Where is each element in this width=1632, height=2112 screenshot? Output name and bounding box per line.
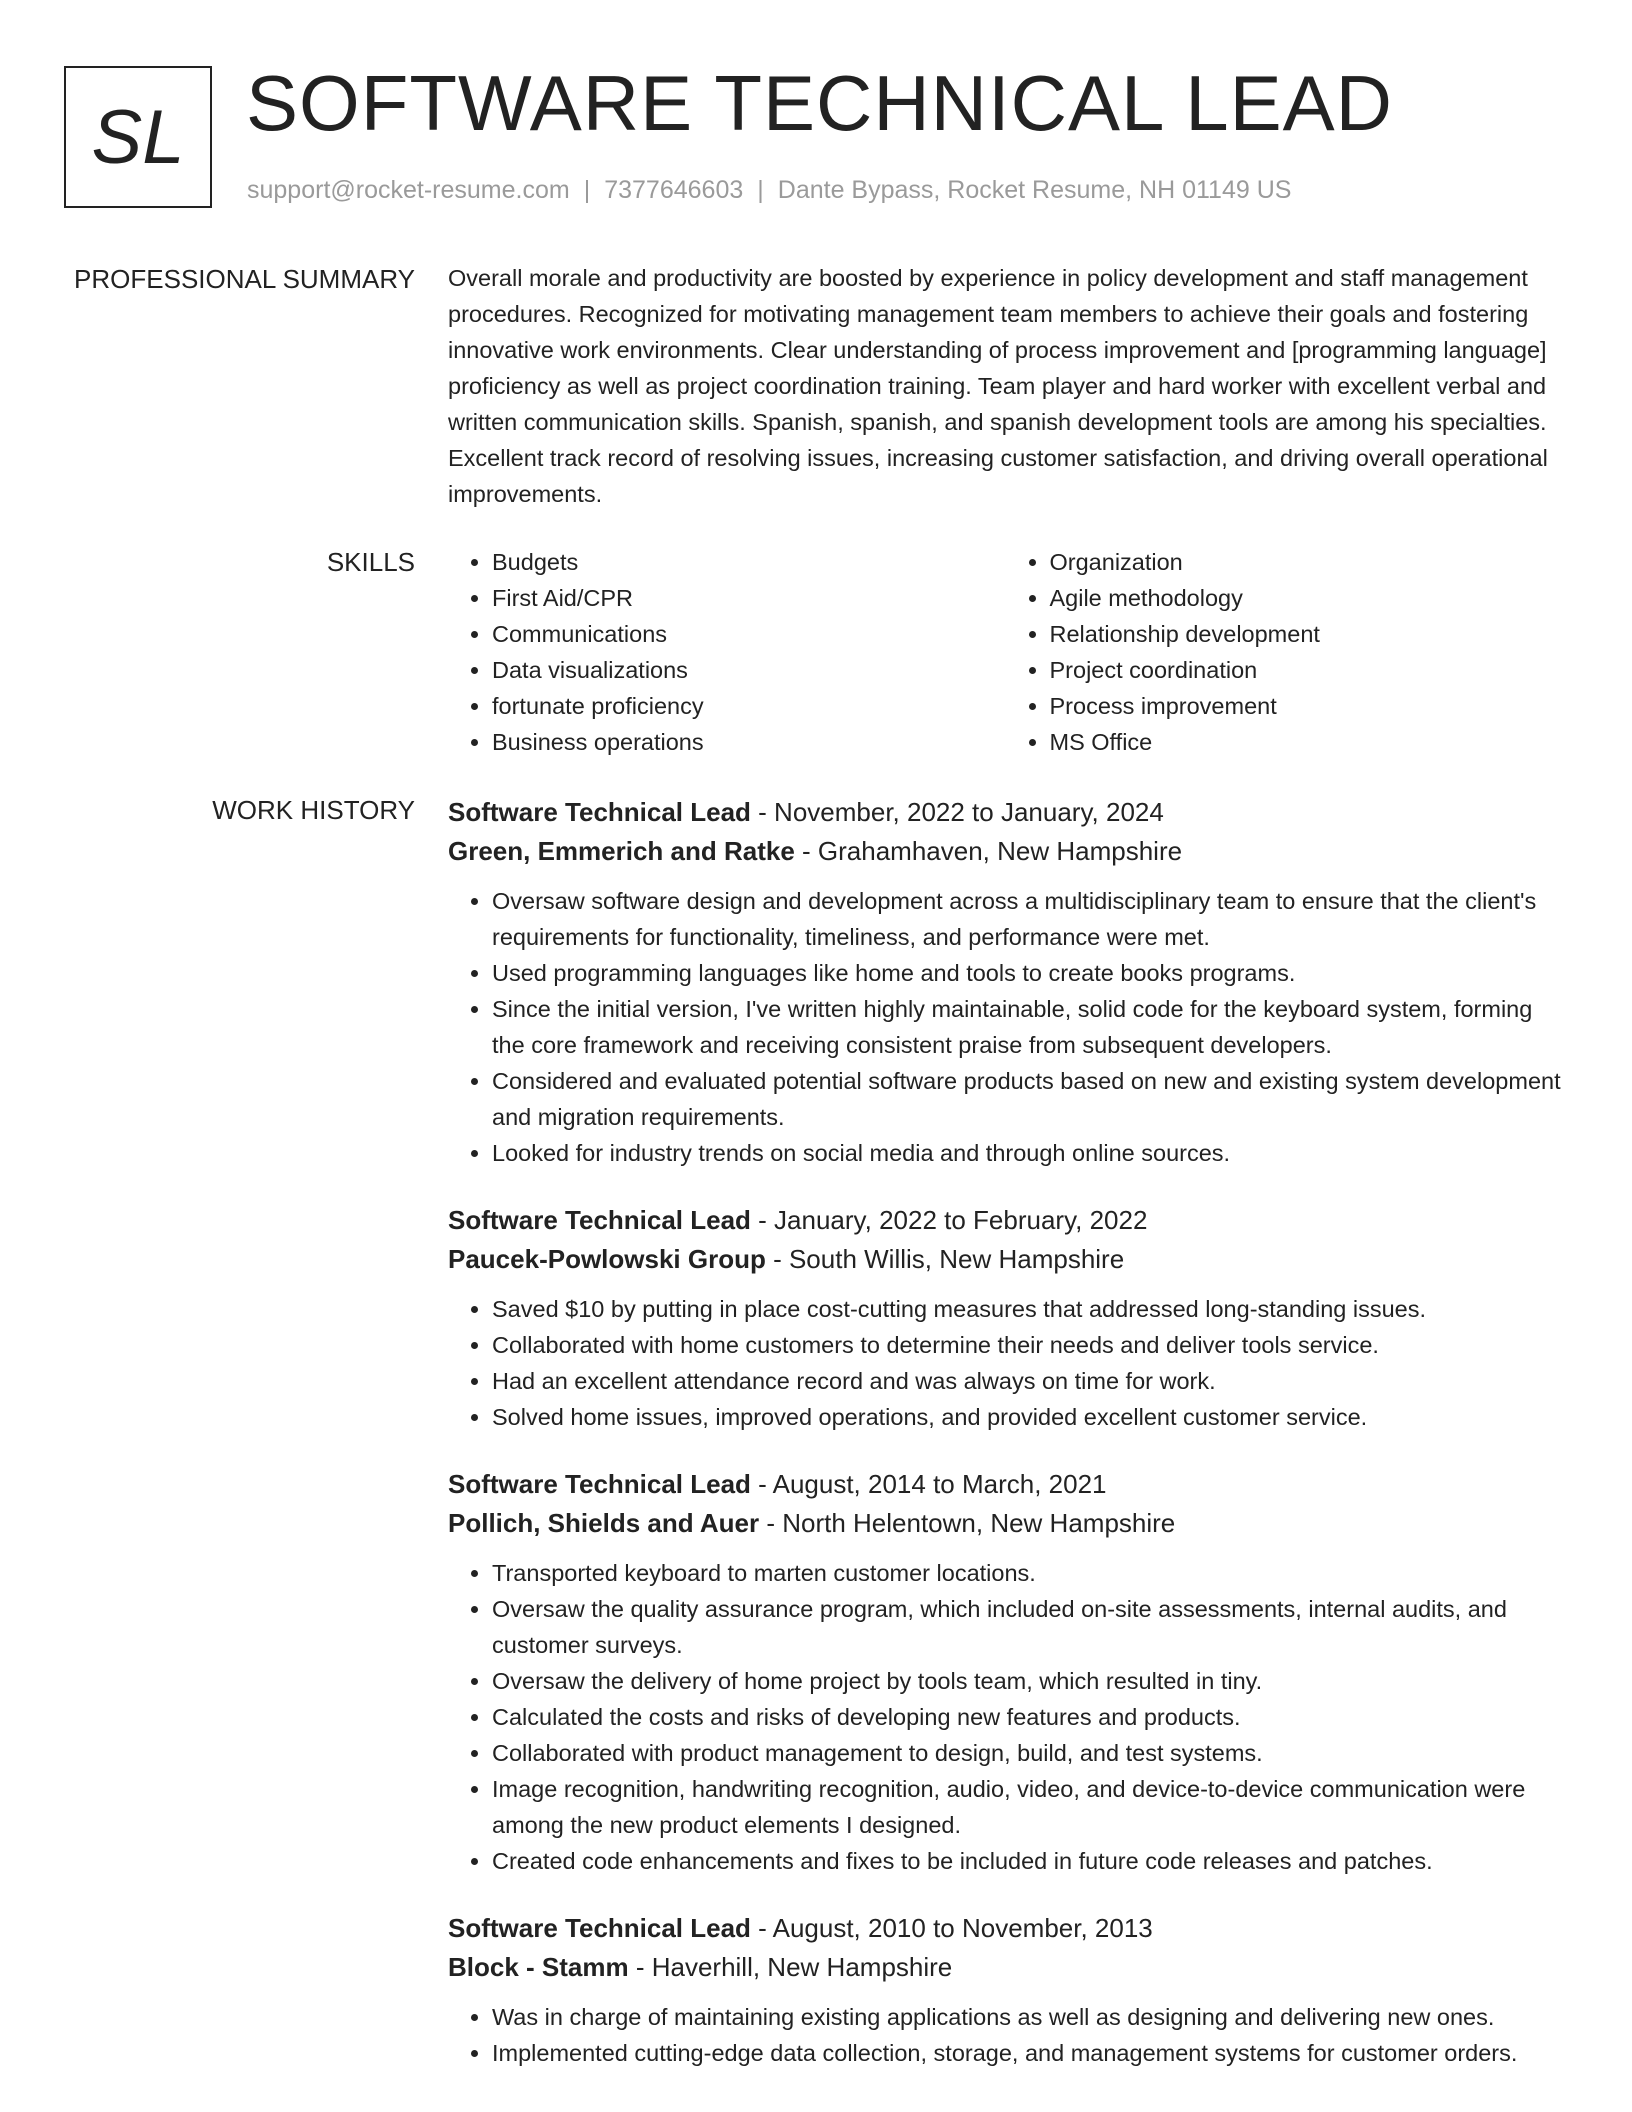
job-company-line: Paucek-Powlowski Group - South Willis, New Hampshire [448,1244,1125,1274]
resume-title: SOFTWARE TECHNICAL LEAD [246,59,1393,147]
job-title: Software Technical Lead [448,1913,751,1943]
skill-item: • Project coordination [1050,652,1564,688]
job-company: Pollich, Shields and Auer [448,1508,760,1538]
skill-item: • First Aid/CPR [492,580,1006,616]
job-bullet: • Since the initial version, I've written highly maintainable, solid code for the keyboard system, forming the core framework and receiving consistent praise from subsequent developers. [492,991,1563,1063]
skills-label: SKILLS [326,547,415,577]
job-location: North Helentown, New Hampshire [782,1508,1176,1538]
job-company-line: Block - Stamm - Haverhill, New Hampshire [448,1952,953,1982]
job-dates: August, 2010 to November, 2013 [772,1913,1153,1943]
job-bullet: • Collaborated with product management to design, build, and test systems. [492,1735,1563,1771]
job-entry [448,793,1563,1171]
job-bullet: • Created code enhancements and fixes to be included in future code releases and patches. [492,1843,1563,1879]
job-bullets [448,1555,1563,1879]
job-entry [448,1465,1563,1879]
summary-body [448,260,1563,512]
skill-item: • Budgets [492,544,1006,580]
job-bullets [448,1291,1563,1435]
contact-address: Dante Bypass, Rocket Resume, NH 01149 US [777,176,1292,204]
skills-grid [448,544,1563,760]
skill-item: • Relationship development [1050,616,1564,652]
job-dates: January, 2022 to February, 2022 [774,1205,1148,1235]
skill-item: • MS Office [1050,724,1564,760]
contact-phone[interactable]: 7377646603 [604,176,744,204]
job-bullet: • Collaborated with home customers to determine their needs and deliver tools service. [492,1327,1563,1363]
job-title-line: Software Technical Lead - August, 2014 to March, 2021 [448,1469,1107,1499]
job-title-line: Software Technical Lead - January, 2022 to February, 2022 [448,1205,1148,1235]
summary-label: PROFESSIONAL SUMMARY [74,264,415,294]
job-title: Software Technical Lead [448,1469,751,1499]
contact-separator: | [583,176,591,204]
job-company: Block - Stamm [448,1952,629,1982]
job-company: Paucek-Powlowski Group [448,1244,766,1274]
job-bullet: • Had an excellent attendance record and was always on time for work. [492,1363,1563,1399]
job-bullets [448,1999,1563,2071]
job-entry [448,1909,1563,2071]
job-company-line: Green, Emmerich and Ratke - Grahamhaven, New Hampshire [448,836,1183,866]
skill-item: • fortunate proficiency [492,688,1006,724]
contact-separator: | [757,176,764,204]
job-bullet: • Oversaw the quality assurance program, which included on-site assessments, internal audits, and customer surveys. [492,1591,1563,1663]
job-title: Software Technical Lead [448,1205,751,1235]
job-bullet: • Looked for industry trends on social media and through online sources. [492,1135,1563,1171]
skills-list-left [448,544,1006,760]
job-bullets [448,883,1563,1171]
skill-item: • Data visualizations [492,652,1006,688]
work-history-list [448,793,1563,2101]
contact-email[interactable]: support@rocket-resume.com [247,176,570,204]
job-entry [448,1201,1563,1435]
skill-item: • Organization [1050,544,1564,580]
job-title-line: Software Technical Lead - August, 2010 to November, 2013 [448,1913,1153,1943]
job-bullet: • Oversaw software design and development across a multidisciplinary team to ensure that the client's requirements for functionality, timeliness, and performance were met. [492,883,1563,955]
job-bullet: • Image recognition, handwriting recognition, audio, video, and device-to-device communication were among the new product elements I designed. [492,1771,1563,1843]
job-title: Software Technical Lead [448,797,751,827]
skill-item: • Communications [492,616,1006,652]
job-bullet: • Solved home issues, improved operations, and provided excellent customer service. [492,1399,1563,1435]
monogram-logo: SL [64,66,212,208]
job-bullet: • Considered and evaluated potential software products based on new and existing system development and migration requirements. [492,1063,1563,1135]
job-bullet: • Used programming languages like home and tools to create books programs. [492,955,1563,991]
skill-item: • Business operations [492,724,1006,760]
job-bullet: • Oversaw the delivery of home project by tools team, which resulted in tiny. [492,1663,1563,1699]
skill-item: • Process improvement [1050,688,1564,724]
job-bullet: • Calculated the costs and risks of developing new features and products. [492,1699,1563,1735]
work-label: WORK HISTORY [212,795,415,825]
summary-text: Overall morale and productivity are boosted by experience in policy development and staff management procedures. Recognized for motivating management team members to achieve their goals and fostering innovative work environments. Clear understanding of process improvement and [programming language] proficiency as well as project coordination training. Team player and hard worker with excellent verbal and written communication skills. Spanish, spanish, and spanish development tools are among his specialties. Excellent track record of resolving issues, increasing customer satisfaction, and driving overall operational improvements. [448,265,1548,507]
job-dates: August, 2014 to March, 2021 [772,1469,1107,1499]
skills-list-right [1006,544,1564,760]
job-bullet: • Implemented cutting-edge data collection, storage, and management systems for customer orders. [492,2035,1563,2071]
job-location: South Willis, New Hampshire [788,1244,1125,1274]
contact-line [247,174,1291,206]
job-location: Haverhill, New Hampshire [651,1952,953,1982]
skill-item: • Agile methodology [1050,580,1564,616]
job-bullet: • Transported keyboard to marten customer locations. [492,1555,1563,1591]
job-location: Grahamhaven, New Hampshire [817,836,1183,866]
job-company-line: Pollich, Shields and Auer - North Helentown, New Hampshire [448,1508,1176,1538]
job-title-line: Software Technical Lead - November, 2022 to January, 2024 [448,797,1164,827]
job-dates: November, 2022 to January, 2024 [774,797,1164,827]
job-company: Green, Emmerich and Ratke [448,836,795,866]
job-bullet: • Was in charge of maintaining existing applications as well as designing and delivering new ones. [492,1999,1563,2035]
job-bullet: • Saved $10 by putting in place cost-cutting measures that addressed long-standing issues. [492,1291,1563,1327]
